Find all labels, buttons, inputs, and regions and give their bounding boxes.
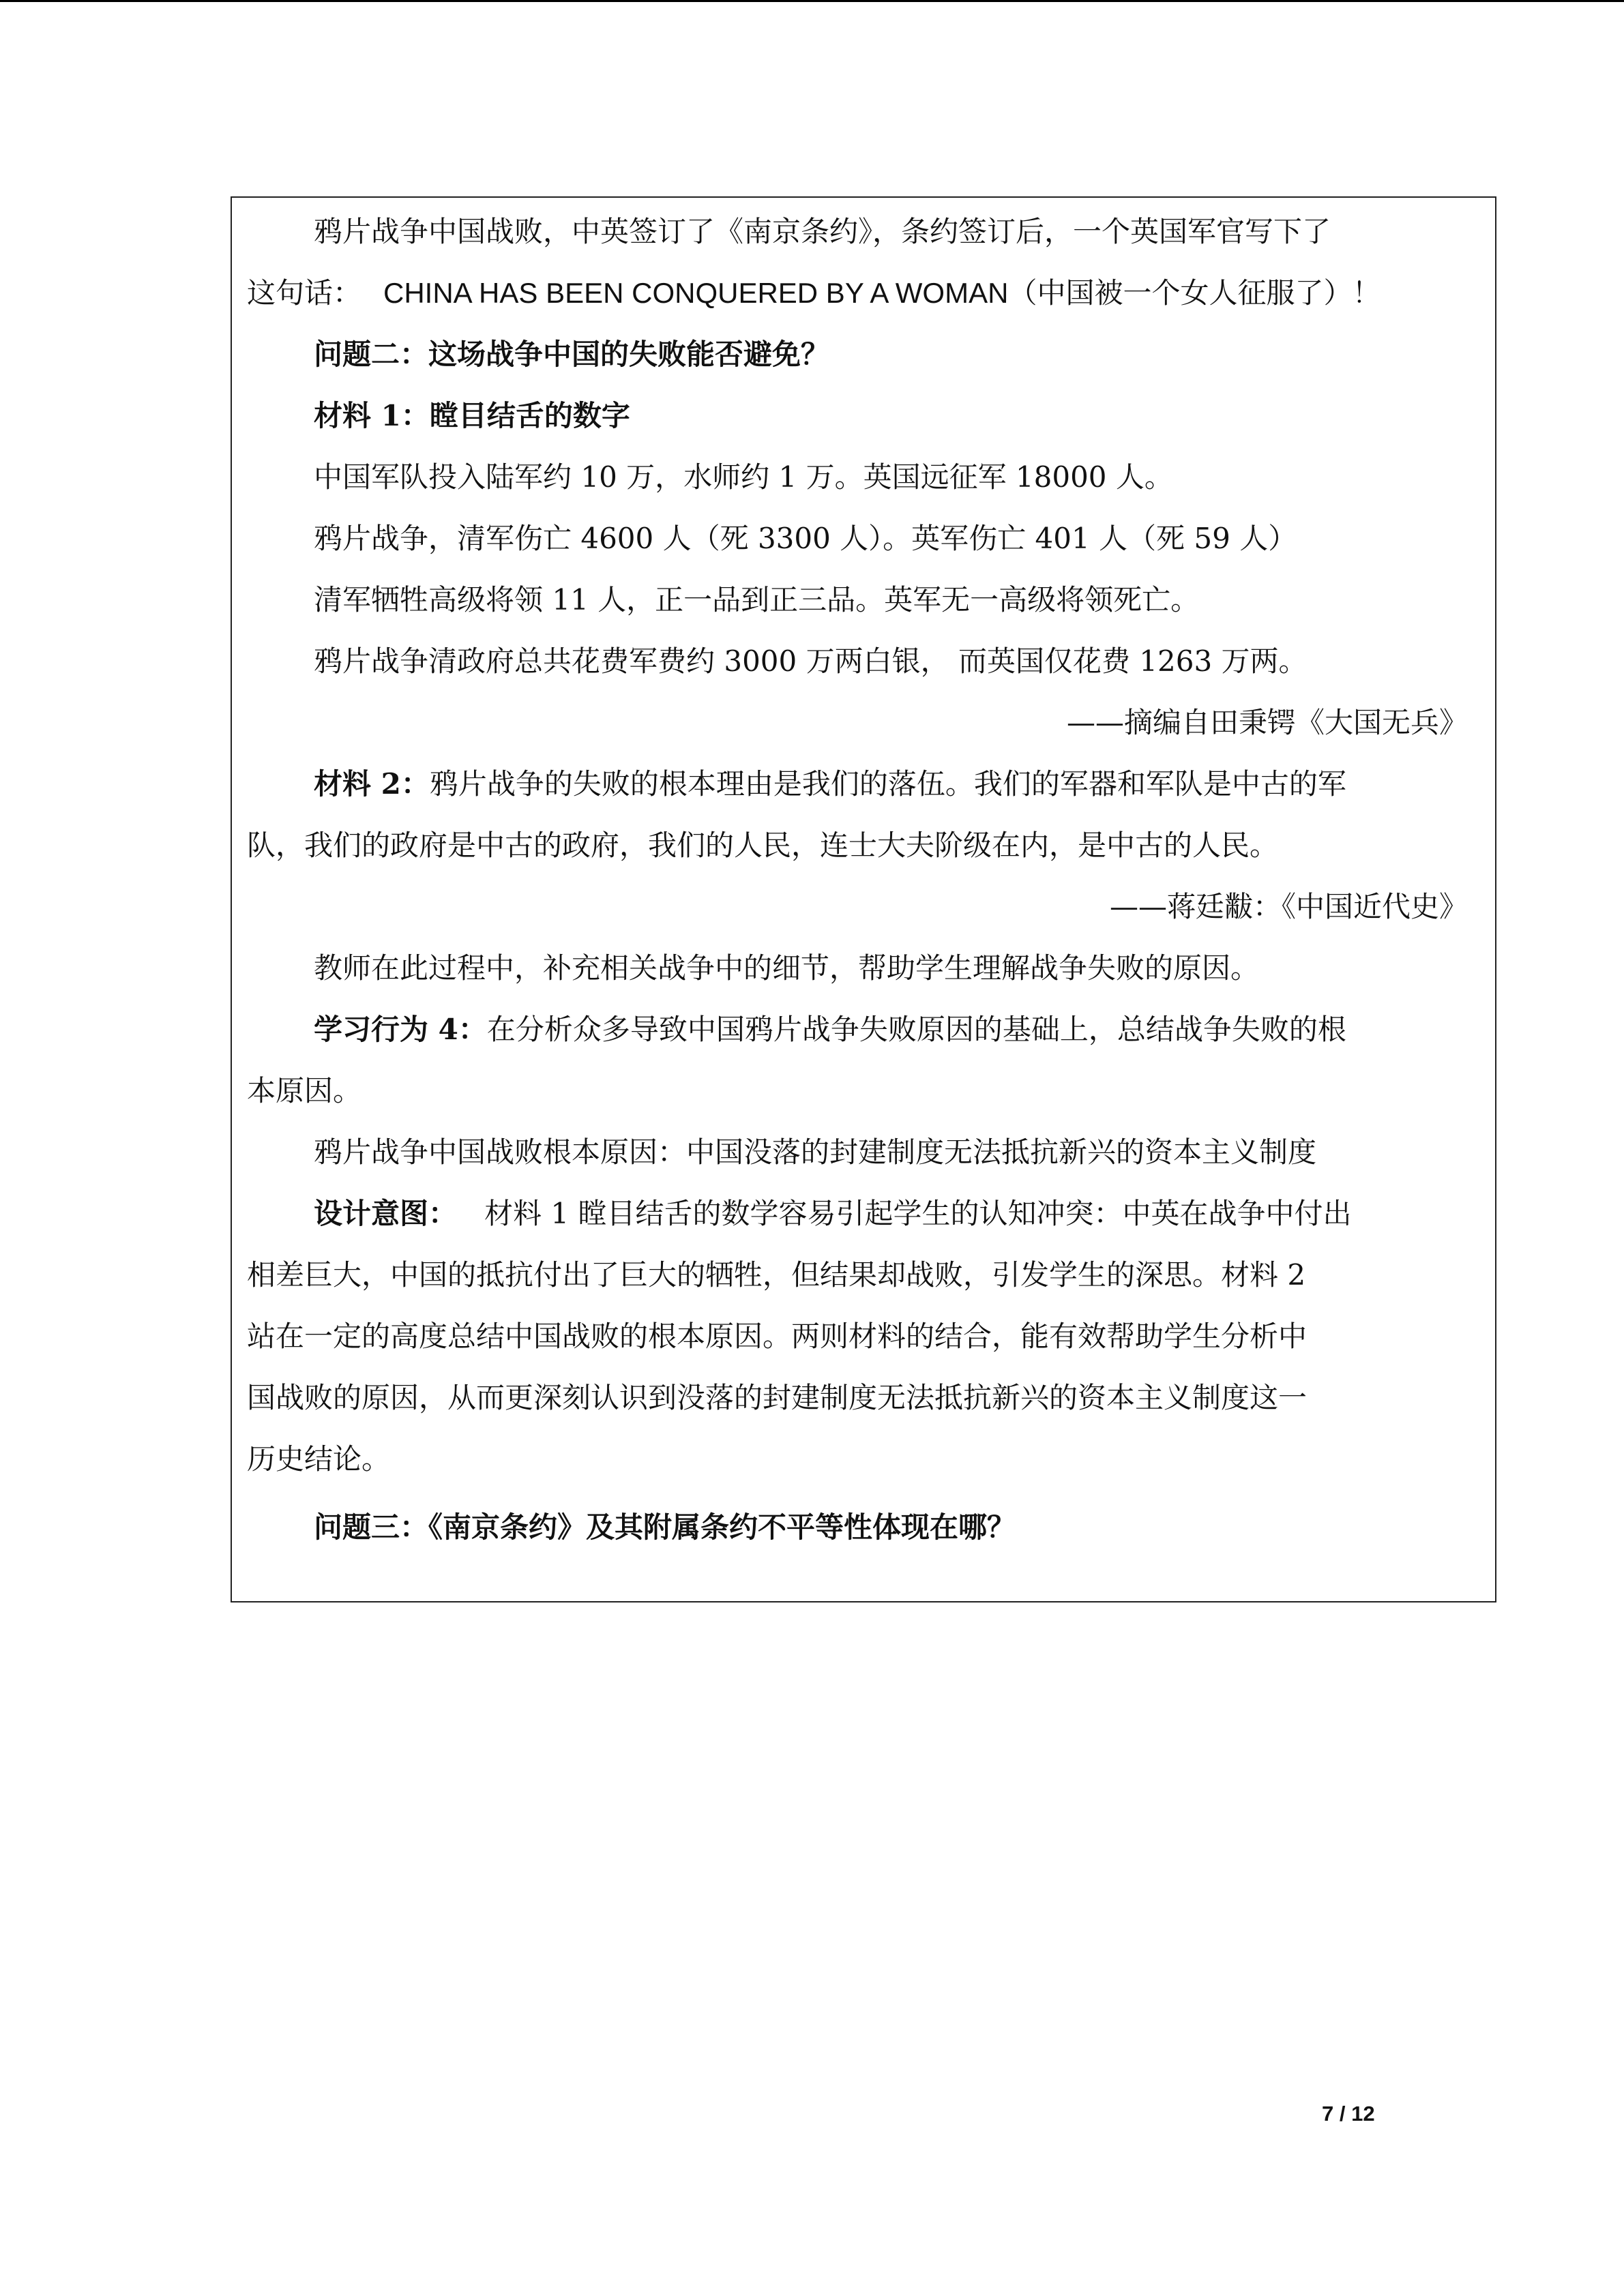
material-one-title: 材料 1：瞠目结舌的数字 (314, 399, 630, 432)
question-two-heading: 问题二：这场战争中国的失败能否避免？ (314, 338, 830, 371)
text-segment: 材料 1 瞠目结舌的数学容易引起学生的认知冲突：中英在战争中付出 (457, 1197, 1352, 1230)
paragraph-line: 鸦片战争中国战败，中英签订了《南京条约》，条约签订后，一个英国军官写下了 (314, 215, 1331, 248)
lesson-content-box (231, 196, 1496, 1602)
learning-behavior-label: 学习行为 4： (314, 1013, 487, 1046)
text-segment: 这句话： (247, 276, 362, 310)
question-three-heading: 问题三：《南京条约》及其附属条约不平等性体现在哪？ (314, 1510, 1016, 1544)
teacher-note: 教师在此过程中，补充相关战争中的细节，帮助学生理解战争失败的原因。 (314, 951, 1260, 985)
design-intent-line: 站在一定的高度总结中国战败的根本原因。两则材料的结合，能有效帮助学生分析中 (247, 1320, 1308, 1353)
design-intent-line: 历史结论。 (247, 1442, 391, 1476)
material-two-line: 队，我们的政府是中古的政府，我们的人民，连士大夫阶级在内，是中古的人民。 (247, 829, 1279, 862)
top-border-rule (0, 0, 1624, 2)
design-intent-line (314, 1193, 1352, 1234)
english-quote: CHINA HAS BEEN CONQUERED BY A WOMAN (383, 277, 1009, 309)
learning-behavior-line: 本原因。 (247, 1074, 362, 1107)
text-segment: （中国被一个女人征服了）！ (1008, 276, 1381, 310)
design-intent-line: 国战败的原因，从而更深刻认识到没落的封建制度无法抵抗新兴的资本主义制度这一 (247, 1381, 1308, 1414)
learning-behavior-line (314, 1009, 1346, 1050)
page-number: 7 / 12 (1322, 2102, 1375, 2126)
material-one-line: 中国军队投入陆军约 10 万，水师约 1 万。英国远征军 18000 人。 (314, 460, 1173, 494)
material-one-line: 清军牺牲高级将领 11 人，正一品到正三品。英军无一高级将领死亡。 (314, 583, 1200, 616)
material-two-line (314, 764, 1346, 805)
material-two-source: ——蒋廷黻：《中国近代史》 (1109, 890, 1468, 923)
root-cause-line: 鸦片战争中国战败根本原因：中国没落的封建制度无法抵抗新兴的资本主义制度 (314, 1135, 1317, 1169)
paragraph-line (247, 273, 1381, 314)
text-segment: 鸦片战争的失败的根本理由是我们的落伍。我们的军器和军队是中古的军 (429, 767, 1346, 801)
material-one-line: 鸦片战争清政府总共花费军费约 3000 万两白银， 而英国仅花费 1263 万两。 (314, 644, 1308, 678)
material-two-label: 材料 2： (314, 767, 430, 801)
text-segment: 在分析众多导致中国鸦片战争失败原因的基础上，总结战争失败的根 (486, 1013, 1346, 1046)
design-intent-line: 相差巨大，中国的抵抗付出了巨大的牺牲，但结果却战败，引发学生的深思。材料 2 (247, 1258, 1306, 1292)
material-one-source: ——摘编自田秉锷《大国无兵》 (1066, 706, 1468, 739)
design-intent-label: 设计意图： (314, 1197, 458, 1230)
material-one-line: 鸦片战争，清军伤亡 4600 人（死 3300 人）。英军伤亡 401 人（死 59 人） (314, 522, 1297, 555)
